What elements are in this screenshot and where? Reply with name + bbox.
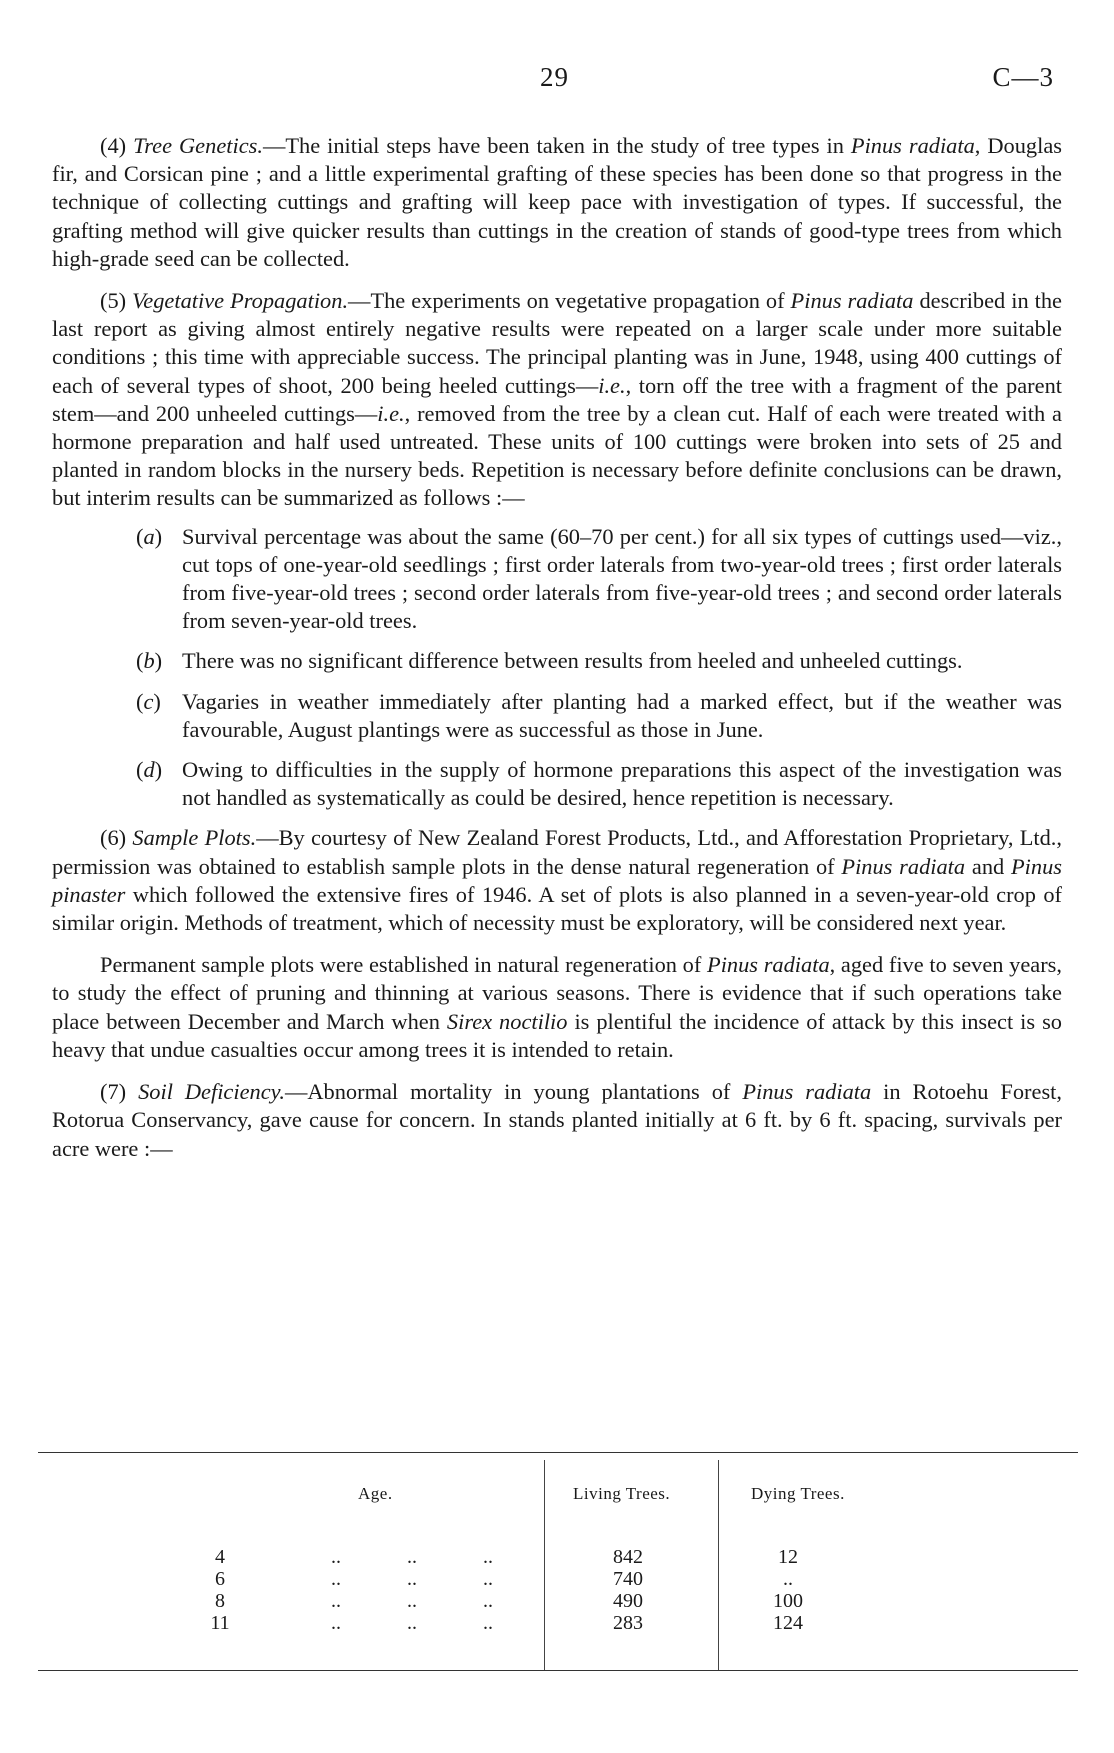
abbreviation: i.e. <box>377 400 405 426</box>
list-item <box>52 523 1062 636</box>
paragraph-text: —Abnormal mortality in young plantations of <box>284 1079 743 1105</box>
list-marker: (d) <box>136 757 163 783</box>
cell-age: 4 <box>215 1546 225 1568</box>
paragraph-text: , aged five to seven years, to study the effect of pruning and thinning at various seasons. There is evidence that if such operations take place between December and March when <box>52 952 1062 1034</box>
cell-dying: 124 <box>773 1612 803 1634</box>
list-item <box>52 688 1062 744</box>
table-header-dying: Dying Trees. <box>751 1484 845 1503</box>
cell-living: 842 <box>613 1546 643 1568</box>
list-item-text: Survival percentage was about the same (60–70 per cent.) for all six types of cuttings used—viz., cut tops of one-year-old seedlings ; first order laterals from two-year-old trees ; first order laterals from five-year-old trees ; second order laterals from five-year-old trees ; and second order laterals from seven-year-old trees. <box>182 523 1062 634</box>
species-name: Pinus radiata <box>841 853 966 879</box>
paragraph-permanent-plots <box>52 951 1062 1064</box>
dot-leaders <box>298 1590 526 1613</box>
species-name: Pinus pinaster <box>52 853 1062 907</box>
list-marker-letter: b <box>143 648 155 674</box>
species-name: Pinus radiata <box>790 288 914 314</box>
document-code: C—3 <box>992 62 1054 92</box>
list-item-text: Owing to difficulties in the supply of hormone preparations this aspect of the investigation was not handled as systematically as could be desired, hence repetition is necessary. <box>182 757 1062 811</box>
paragraph-text: described in the last report as giving almost entirely negative results were repeated on a larger scale under more suitable conditions ; this time with appreciable success. The principal planting was in June, 1948, using 400 cuttings of each of several types of shoot, 200 being heeled cuttings— <box>52 288 1062 398</box>
cell-age: 6 <box>215 1568 225 1590</box>
page-number: 29 <box>540 62 569 92</box>
cell-living: 283 <box>613 1612 643 1634</box>
list-item <box>52 647 1062 675</box>
cell-living: 740 <box>613 1568 643 1590</box>
cell-dying: 100 <box>773 1590 803 1612</box>
paragraph-text: and <box>965 853 1011 879</box>
survival-table <box>38 1452 1078 1684</box>
leader: .. <box>483 1590 493 1612</box>
list-marker-letter: d <box>143 757 155 783</box>
paragraph-sample-plots <box>52 824 1062 937</box>
paragraph-soil-deficiency <box>52 1078 1062 1163</box>
dot-leaders <box>298 1612 526 1635</box>
table-header-living: Living Trees. <box>573 1484 671 1503</box>
results-list <box>52 523 1062 813</box>
paragraph-text: —The experiments on vegetative propagation of <box>348 288 791 314</box>
section-heading: Vegetative Propagation. <box>132 288 349 314</box>
section-heading: Soil Deficiency. <box>138 1079 285 1105</box>
leader: .. <box>331 1568 341 1590</box>
list-marker: (b) <box>136 648 163 674</box>
dot-leaders <box>298 1546 526 1569</box>
species-name: Pinus radiata <box>850 133 975 158</box>
leader: .. <box>407 1546 417 1568</box>
paragraph-text: —The initial steps have been taken in the study of tree types in <box>262 133 851 158</box>
list-marker-letter: c <box>143 688 154 714</box>
table-row <box>38 1546 1078 1568</box>
table-row <box>38 1568 1078 1590</box>
cell-dying: 12 <box>778 1546 798 1568</box>
cell-age: 8 <box>215 1590 225 1612</box>
paragraph-tree-genetics <box>52 132 1062 273</box>
leader: .. <box>483 1546 493 1568</box>
paragraph-text: , removed from the tree by a clean cut. Half of each were treated with a hormone preparation and half used untreated. These units of 100 cuttings were broken into sets of 25 and planted in random blocks in the nursery beds. Repetition is necessary before definite conclusions can be drawn, but interim results can be summarized as follows :— <box>52 400 1062 511</box>
table-bottom-rule <box>38 1670 1078 1671</box>
body-text <box>52 132 1062 1177</box>
species-name: Pinus radiata <box>742 1079 872 1105</box>
section-heading: Tree Genetics. <box>133 133 263 158</box>
section-number: (4) <box>100 133 127 158</box>
cell-living: 490 <box>613 1590 643 1612</box>
list-marker: (a) <box>136 523 163 549</box>
cell-dying: .. <box>783 1568 793 1590</box>
paragraph-text: , torn off the tree with a fragment of the parent stem—and 200 unheeled cuttings— <box>52 372 1062 426</box>
species-name: Pinus radiata <box>707 952 830 978</box>
paragraph-text: —By courtesy of New Zealand Forest Products, Ltd., and Afforestation Proprietary, Ltd., permission was obtained to establish sample plots in the dense natural regeneration of <box>52 825 1062 879</box>
leader: .. <box>483 1612 493 1634</box>
page-header <box>0 62 1114 102</box>
table-row <box>38 1590 1078 1612</box>
list-item-text: There was no significant difference between results from heeled and unheeled cuttings. <box>182 648 963 674</box>
paragraph-text: which followed the extensive fires of 1946. A set of plots is also planned in a seven-year-old crop of similar origin. Methods of treatment, which of necessity must be exploratory, will be considered next year. <box>52 881 1062 936</box>
table-header-age: Age. <box>358 1484 393 1503</box>
section-heading: Sample Plots. <box>132 825 257 851</box>
paragraph-text: in Rotoehu Forest, Rotorua Conservancy, gave cause for concern. In stands planted initially at 6 ft. by 6 ft. spacing, survivals per acre were :— <box>52 1079 1062 1161</box>
section-number: (5) <box>100 288 127 314</box>
leader: .. <box>407 1590 417 1612</box>
cell-age: 11 <box>210 1612 230 1634</box>
abbreviation: i.e. <box>598 372 626 398</box>
leader: .. <box>407 1568 417 1590</box>
leader: .. <box>331 1590 341 1612</box>
section-number: (6) <box>100 825 127 851</box>
dot-leaders <box>298 1568 526 1591</box>
leader: .. <box>331 1546 341 1568</box>
list-item <box>52 756 1062 812</box>
paragraph-text: is plentiful the incidence of attack by this insect is so heavy that undue casualties occur among trees it is intended to retain. <box>52 1008 1062 1062</box>
table-top-rule <box>38 1452 1078 1453</box>
section-number: (7) <box>100 1079 127 1105</box>
leader: .. <box>331 1612 341 1634</box>
table-row <box>38 1612 1078 1634</box>
leader: .. <box>483 1568 493 1590</box>
list-marker: (c) <box>136 688 161 714</box>
paragraph-text: Permanent sample plots were established in natural regeneration of <box>100 952 708 978</box>
leader: .. <box>407 1612 417 1634</box>
paragraph-vegetative-propagation <box>52 287 1062 513</box>
paragraph-text: , Douglas fir, and Corsican pine ; and a little experimental grafting of these species has been done so that progress in the technique of collecting cuttings and grafting will keep pace with investigation of types. If successful, the grafting method will give quicker results than cuttings in the creation of stands of good-type trees from which high-grade seed can be collected. <box>52 133 1062 271</box>
list-marker-letter: a <box>143 523 155 549</box>
species-name: Sirex noctilio <box>446 1008 568 1034</box>
list-item-text: Vagaries in weather immediately after planting had a marked effect, but if the weather was favourable, August plantings were as successful as those in June. <box>182 688 1062 742</box>
